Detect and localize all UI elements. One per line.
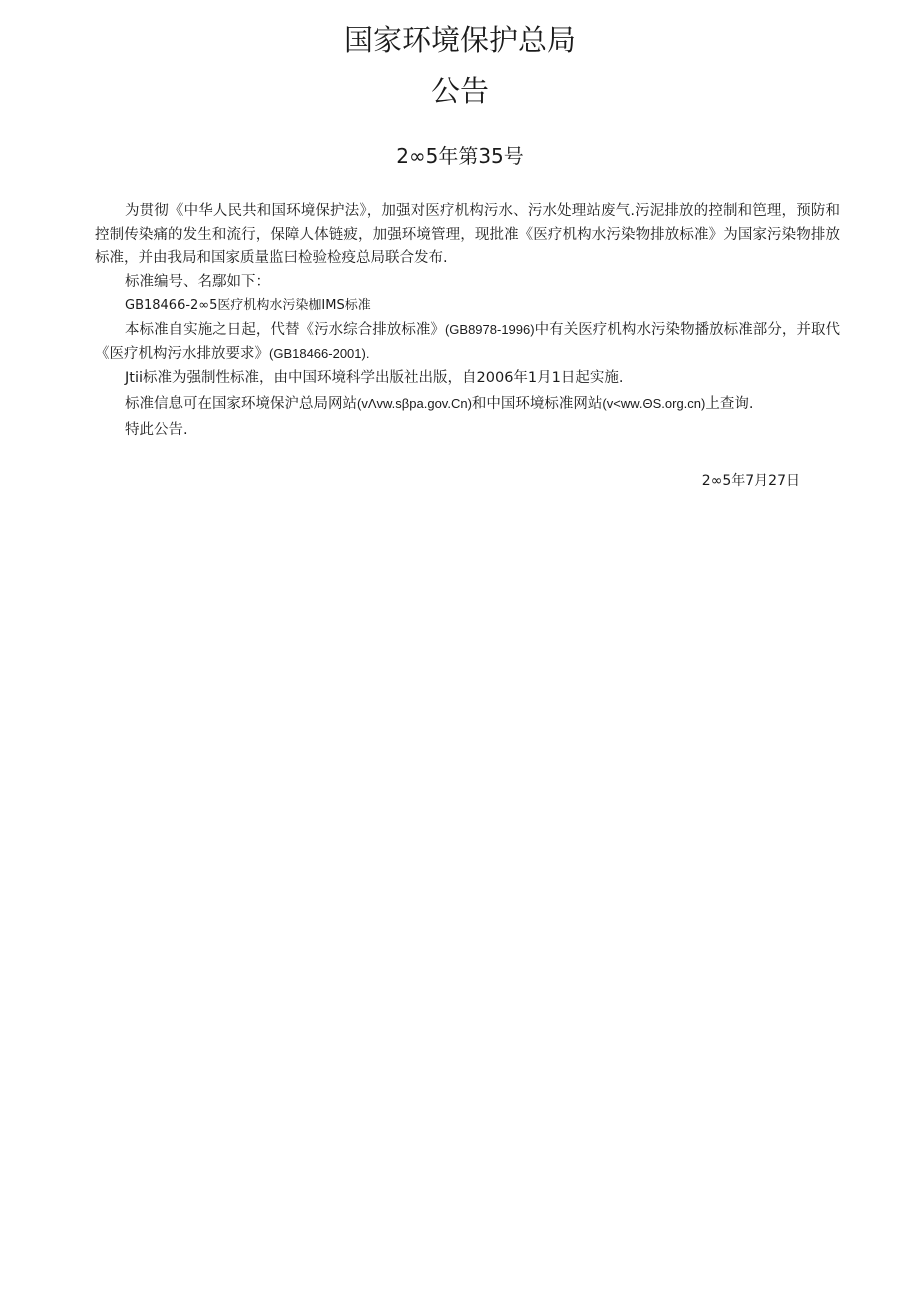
paragraph-effective-date: Jtii标准为强制性标准，由中国环境科学出版社出版，自2006年1月1日起实施.: [125, 369, 624, 386]
paragraph-standard-intro: 标准编号、名鄢如下：: [125, 273, 270, 290]
paragraph-standard-code: GB18466-2∞5医疗机构水污染枷IMS标准: [125, 298, 371, 313]
website-link-mep[interactable]: (vΛvw.sβpa.gov.Cn): [357, 396, 472, 411]
agency-title: 国家环境保护总局: [343, 23, 576, 57]
issue-date: 2∞5年7月27日: [701, 473, 800, 489]
replacement-code-1: (GB8978-1996): [444, 321, 535, 337]
paragraph-purpose: 为贯彻《中华人民共和国环境保护法》，加强对医疗机构污水、污水处理站废气.污泥排放的控制和笆理，预防和控制传染痛的发生和流行，保障人体链疲，加强环境管理，现批准《医疗机构水污染物排放标准》为国家污染物排放标准，并由我局和国家质量监曰检验检疫总局联合发布.: [95, 203, 840, 266]
replacement-code-2: (GB18466-2001).: [269, 346, 370, 361]
replacement-text-2: 中有关医疗机构水污染物播放标准部分，并取代《医疗机构污水排放要求》: [95, 321, 841, 362]
paragraph-closing: 特此公告.: [125, 421, 188, 438]
website-link-standards[interactable]: (v<ww.ΘS.org.cn): [602, 396, 706, 411]
replacement-text-1: 本标准自实施之日起，代替《污水综合排放标准》: [125, 321, 445, 338]
websites-text-3: 上查询.: [705, 396, 754, 412]
document-type-title: 公告: [430, 74, 489, 108]
websites-text-2: 和中国环境标准网站: [471, 396, 603, 412]
announcement-body: [95, 200, 840, 442]
websites-text-1: 标准信息可在国家环境保沪总局网站: [125, 396, 357, 412]
paragraph-replacement: [95, 318, 840, 367]
paragraph-websites: [95, 392, 840, 417]
document-number: 2∞5年第35号: [396, 144, 524, 168]
